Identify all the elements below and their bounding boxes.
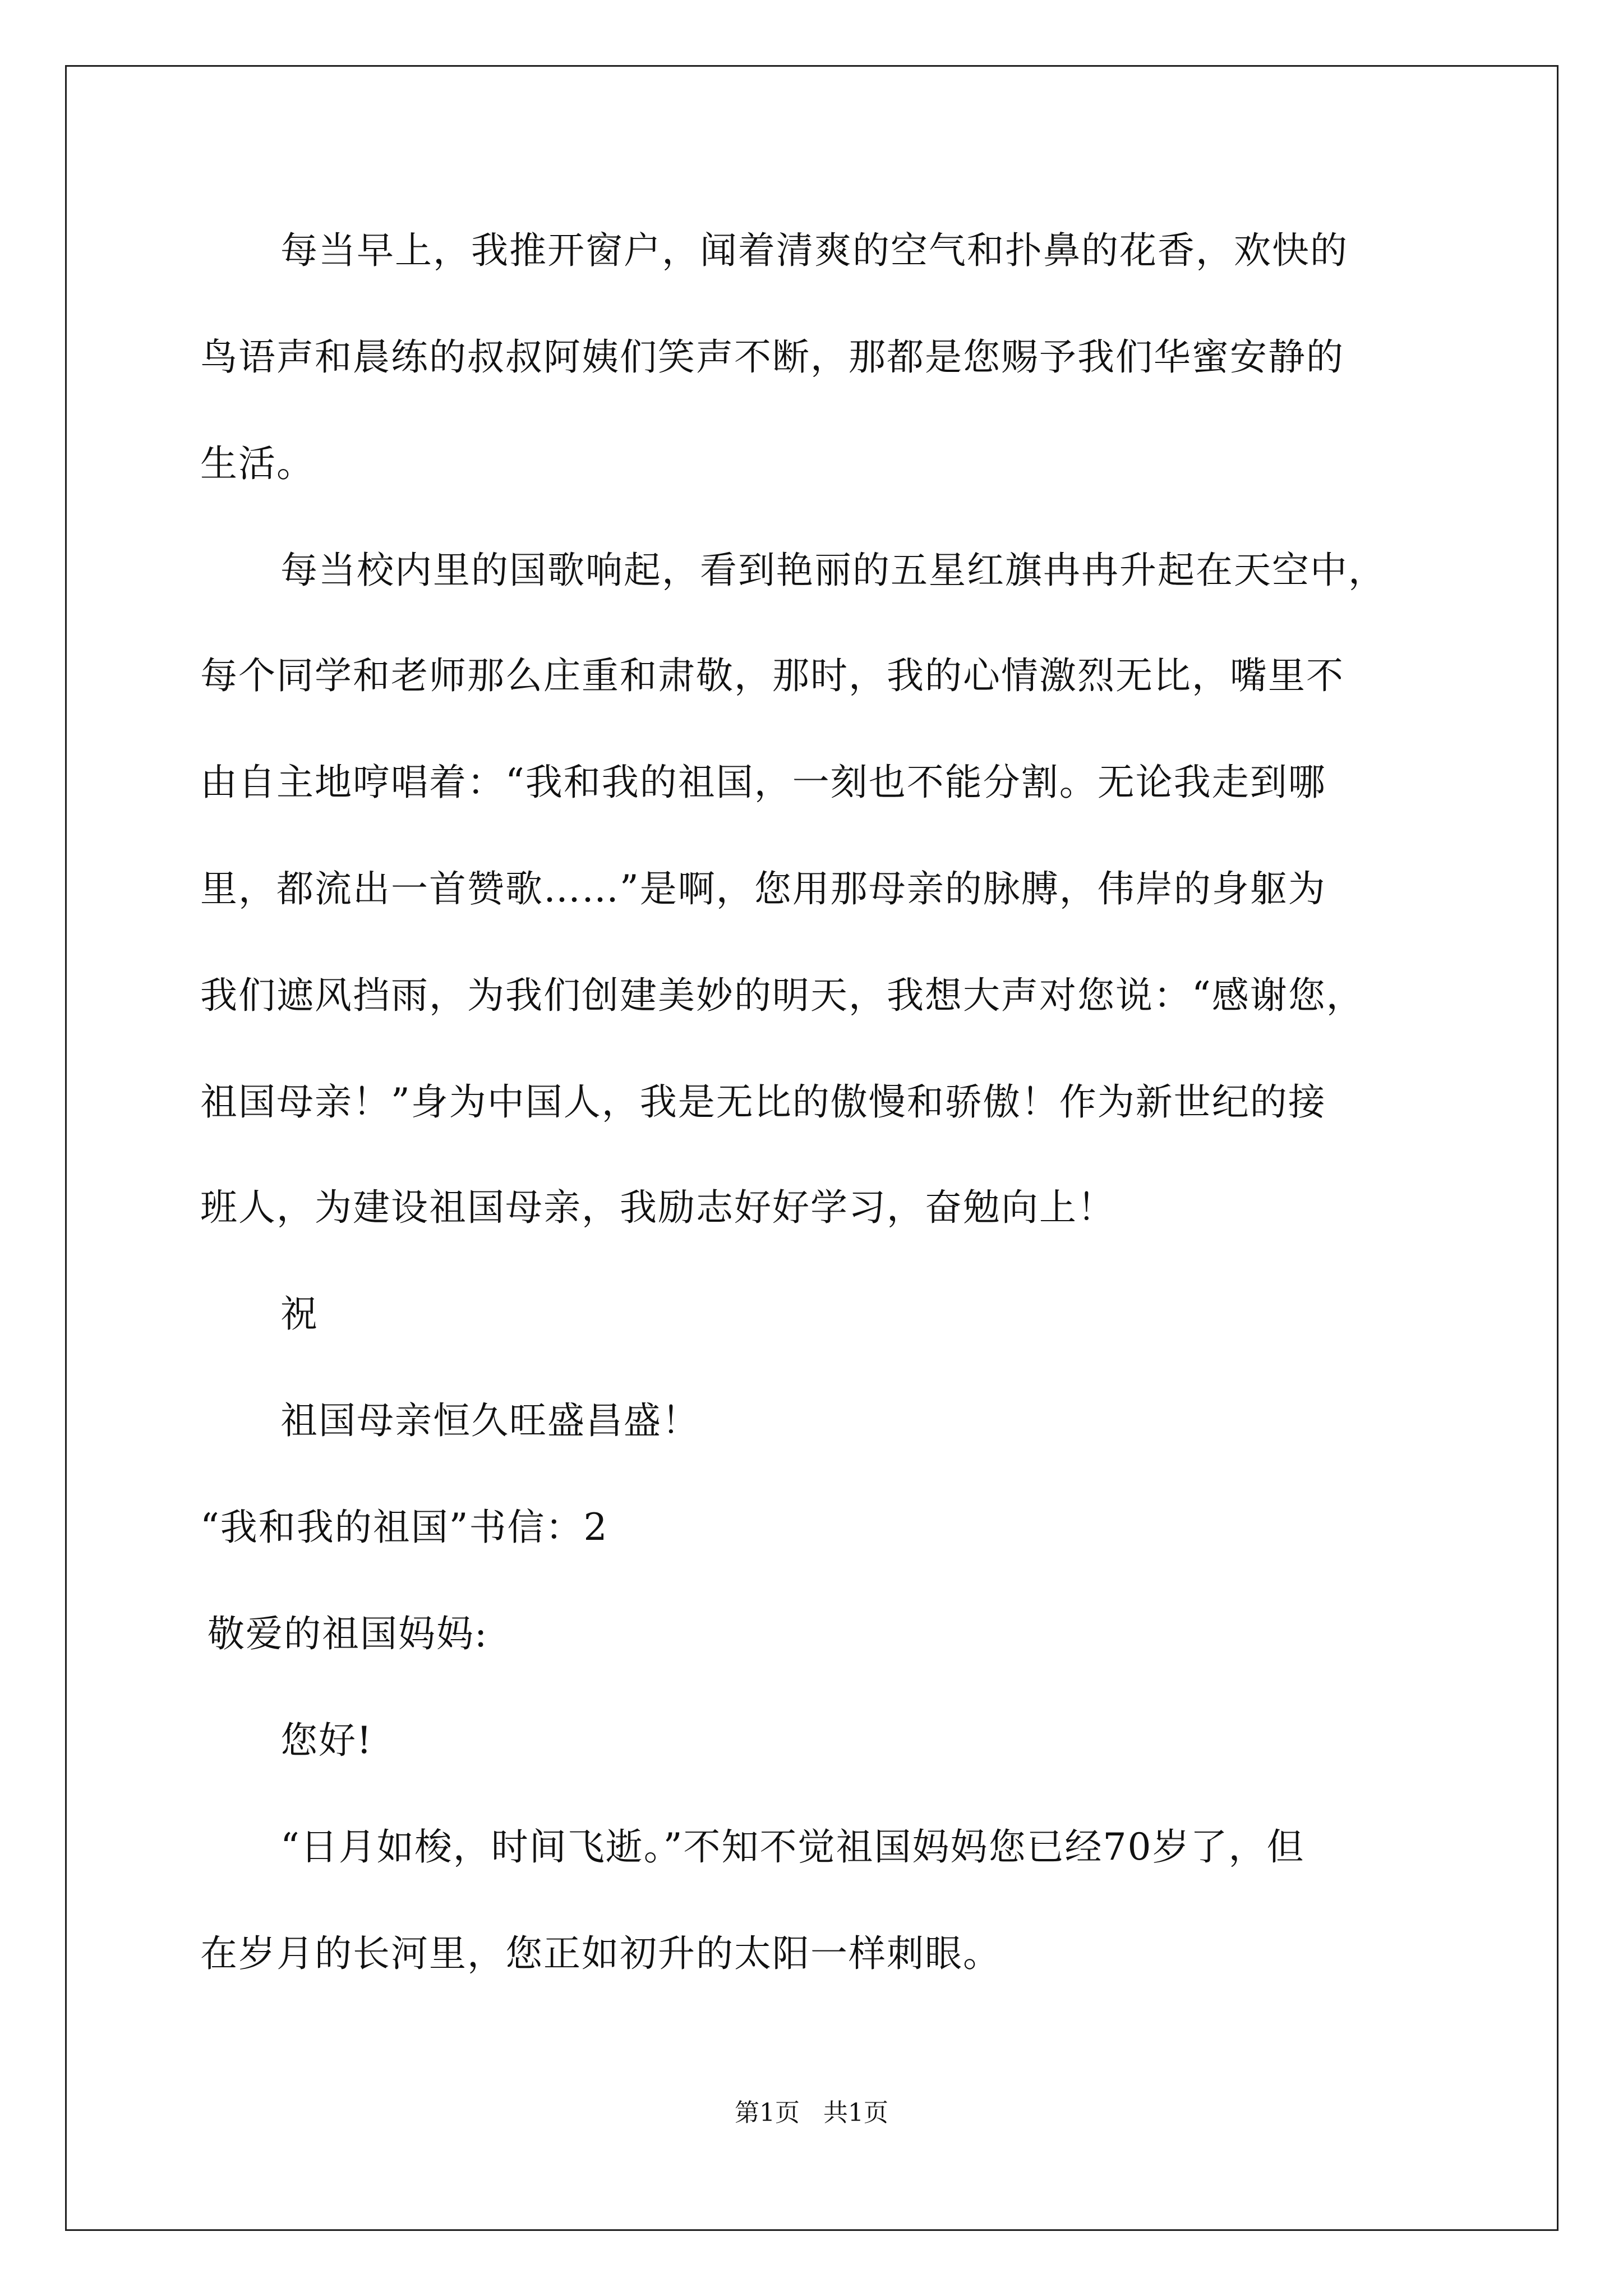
paragraph-line: 在岁月的长河里，您正如初升的太阳一样刺眼。 [200, 1932, 1001, 1975]
paragraph-line: 每当校内里的国歌响起，看到艳丽的五星红旗冉冉升起在天空中， [280, 549, 1386, 592]
paragraph-line: 鸟语声和晨练的叔叔阿姨们笑声不断，那都是您赐予我们华蜜安静的 [200, 335, 1344, 379]
paragraph-line: 我们遮风挡雨，为我们创建美妙的明天，我想大声对您说：“感谢您， [200, 974, 1364, 1017]
page-number: 第1页 [735, 2099, 800, 2127]
paragraph-line: 里，都流出一首赞歌……”是啊，您用那母亲的脉膊，伟岸的身躯为 [200, 867, 1326, 910]
page-border [65, 65, 1559, 2231]
paragraph-line: 每个同学和老师那么庄重和肃敬，那时，我的心情激烈无比，嘴里不 [200, 654, 1344, 697]
paragraph-line: 祖国母亲！”身为中国人，我是无比的傲慢和骄傲！作为新世纪的接 [200, 1080, 1326, 1124]
blessing-line: 祖国母亲恒久旺盛昌盛！ [280, 1399, 700, 1442]
paragraph-line: 生活。 [200, 442, 315, 485]
salutation: 敬爱的祖国妈妈: [208, 1612, 488, 1655]
paragraph-line: “日月如梭，时间飞逝。”不知不觉祖国妈妈您已经70岁了，但 [280, 1825, 1305, 1869]
paragraph-line: 每当早上，我推开窗户，闻着清爽的空气和扑鼻的花香，欢快的 [280, 229, 1348, 272]
page-total: 共1页 [823, 2099, 888, 2127]
paragraph-line: 由自主地哼唱着：“我和我的祖国，一刻也不能分割。无论我走到哪 [200, 761, 1326, 804]
greeting-line: 您好! [280, 1719, 373, 1762]
page-footer [0, 2096, 1623, 2130]
paragraph-line: 班人，为建设祖国母亲，我励志好好学习，奋勉向上！ [200, 1186, 1115, 1229]
blessing-line: 祝 [280, 1292, 319, 1336]
letter-heading: “我和我的祖国”书信：2 [200, 1506, 608, 1549]
